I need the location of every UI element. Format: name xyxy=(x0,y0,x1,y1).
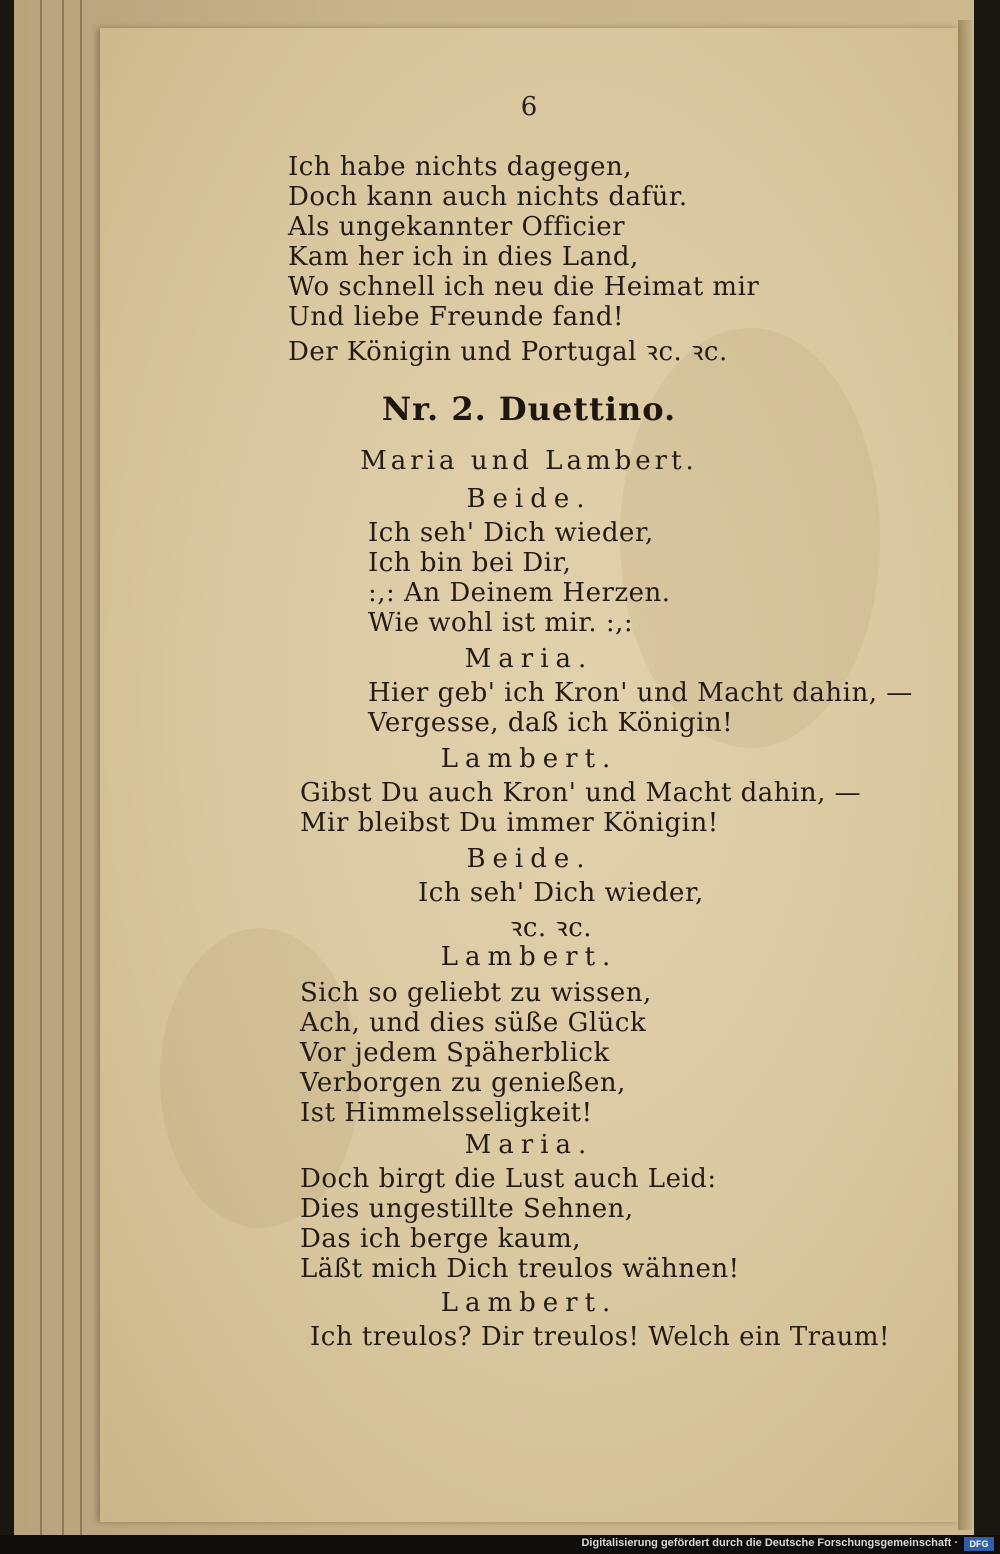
speaker-label: Lambert. xyxy=(440,744,618,774)
verse-line: Wie wohl ist mir. :,: xyxy=(368,608,634,638)
verse-line: Wo schnell ich neu die Heimat mir xyxy=(288,272,760,302)
verse-line: Das ich berge kaum, xyxy=(300,1224,582,1254)
verse-line: Vor jedem Späherblick xyxy=(300,1038,610,1068)
verse-line: Ist Himmelsseligkeit! xyxy=(300,1098,593,1128)
verse-line: Sich so geliebt zu wissen, xyxy=(300,978,652,1008)
verse-line: Kam her ich in dies Land, xyxy=(288,242,639,272)
speaker-label: Lambert. xyxy=(440,942,618,972)
verse-line: ꝛc. ꝛc. xyxy=(510,913,593,943)
verse-line: Gibst Du auch Kron' und Macht dahin, — xyxy=(300,778,862,808)
verse-line: Dies ungestillte Sehnen, xyxy=(300,1194,634,1224)
speaker-label: Lambert. xyxy=(440,1288,618,1318)
speaker-label: Maria. xyxy=(464,1130,594,1160)
verse-line: Hier geb' ich Kron' und Macht dahin, — xyxy=(368,678,913,708)
page-edge xyxy=(40,0,42,1540)
page-edge xyxy=(62,0,64,1540)
verse-line: :,: An Deinem Herzen. xyxy=(368,578,671,608)
section-heading: Nr. 2. Duettino. xyxy=(381,390,677,428)
book-page xyxy=(100,28,958,1522)
verse-line: Ach, und dies süße Glück xyxy=(300,1008,647,1038)
verse-line: Ich bin bei Dir, xyxy=(368,548,572,578)
verse-line: Mir bleibst Du immer Königin! xyxy=(300,808,719,838)
verse-line: Vergesse, daß ich Königin! xyxy=(368,708,734,738)
verse-line: Läßt mich Dich treulos wähnen! xyxy=(300,1254,740,1284)
speaker-label: Maria. xyxy=(464,644,594,674)
verse-line: Ich treulos? Dir treulos! Welch ein Traum! xyxy=(310,1322,890,1352)
page-edge xyxy=(80,0,82,1540)
speaker-label: Beide. xyxy=(466,844,592,874)
footer-bar xyxy=(0,1535,1000,1554)
speaker-label: Beide. xyxy=(466,484,592,514)
verse-line: Ich seh' Dich wieder, xyxy=(368,518,654,548)
verse-line: Ich seh' Dich wieder, xyxy=(418,878,704,908)
page-number: 6 xyxy=(520,92,538,122)
dfg-logo: DFG xyxy=(964,1537,994,1551)
verse-line: Und liebe Freunde fand! xyxy=(288,302,624,332)
verse-line: Doch birgt die Lust auch Leid: xyxy=(300,1164,717,1194)
verse-line: Doch kann auch nichts dafür. xyxy=(288,182,688,212)
facing-page-edge xyxy=(958,20,972,1530)
characters-line: Maria und Lambert. xyxy=(360,446,698,476)
funding-credit: Digitalisierung gefördert durch die Deutsche Forschungsgemeinschaft · xyxy=(581,1537,958,1549)
verse-line: Verborgen zu genießen, xyxy=(300,1068,626,1098)
verse-line: Ich habe nichts dagegen, xyxy=(288,152,633,182)
verse-line: Der Königin und Portugal ꝛc. ꝛc. xyxy=(288,337,728,367)
verse-line: Als ungekannter Officier xyxy=(288,212,626,242)
